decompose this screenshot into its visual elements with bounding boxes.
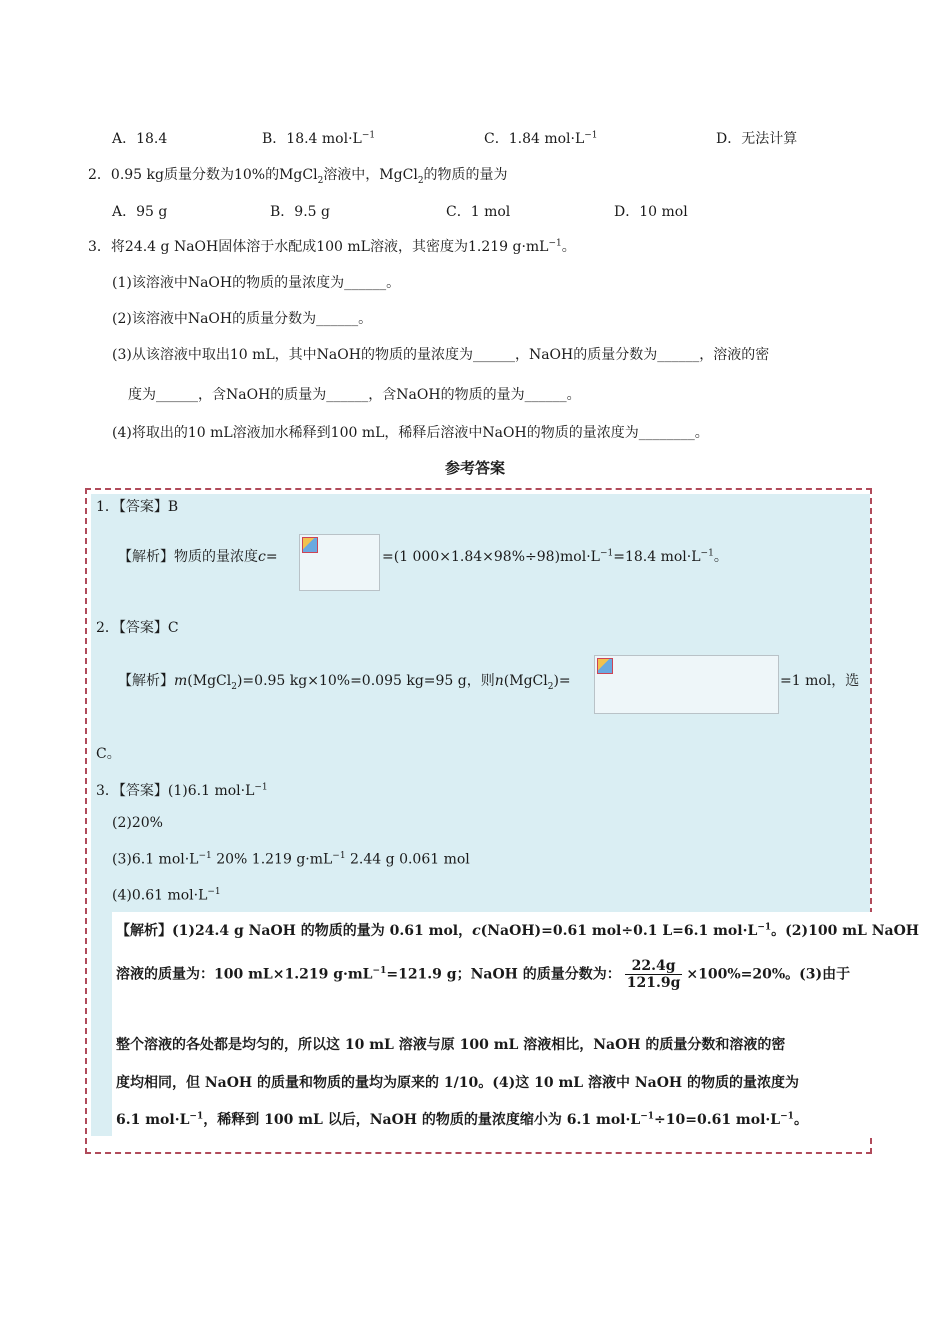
q3-stem: 3．将24.4 g NaOH固体溶于水配成100 mL溶液，其密度为1.219 $g\cdot mL^{-1}$。 — [88, 238, 576, 255]
answer2-label: 2．【答案】C — [96, 620, 179, 636]
section-title: 参考答案 — [444, 459, 505, 477]
q1-option-c: C．1.84 $mol\cdot L^{-1}$ — [484, 130, 598, 147]
answer1-explanation-pre: 【解析】物质的量浓度c= — [118, 549, 278, 565]
q3-sub1: (1)该溶液中NaOH的物质的量浓度为______。 — [112, 275, 401, 291]
q2-option-a: A．95 g — [112, 204, 168, 220]
answer3-part4: (4)0.61 $mol\cdot L^{-1}$ — [112, 887, 221, 904]
broken-image-icon — [302, 537, 318, 553]
answer3-explanation-panel — [112, 912, 920, 1136]
answer3-part2: (2)20% — [112, 815, 163, 831]
q2-option-c: C．1 mol — [446, 204, 511, 220]
explanation-line-3: 整个溶液的各处都是均匀的，所以这 10 mL 溶液与原 100 mL 溶液相比，NaOH 的质量分数和溶液的密 — [116, 1037, 786, 1053]
q2-option-b: B．9.5 g — [270, 204, 330, 220]
q3-sub3-line1: (3)从该溶液中取出10 mL，其中NaOH的物质的量浓度为______，NaOH的质量分数为______，溶液的密 — [112, 347, 770, 363]
q2-stem: 2．0.95 kg质量分数为10%的MgCl$_2$溶液中，MgCl$_2$的物质的量为 — [88, 167, 508, 186]
explanation-line-1: 【解析】(1)24.4 g NaOH 的物质的量为 0.61 mol，c(NaOH)=0.61 mol÷0.1 L=6.1 $mol\cdot L^{-1}$。(2)100 mL NaOH — [116, 922, 920, 939]
explanation-line-2: 溶液的质量为：100 mL×1.219 $g\cdot mL^{-1}=121.9$ g；NaOH 的质量分数为： $\frac{22.4g}{121.9g}$ ×100%=20%。(3)由于 — [116, 958, 851, 991]
answer1-label: 1．【答案】B — [96, 499, 179, 515]
explanation-line-4: 度均相同，但 NaOH 的质量和物质的量均为原来的 1/10。(4)这 10 mL 溶液中 NaOH 的物质的量浓度为 — [116, 1075, 800, 1091]
q1-option-b: B．18.4 $mol\cdot L^{-1}$ — [262, 130, 376, 147]
formula-image-placeholder — [299, 534, 380, 591]
answer2-tail: =1 mol，选 — [780, 673, 860, 689]
explanation-line-5: 6.1 $mol\cdot L^{-1}$，稀释到 100 mL 以后，NaOH 的物质的量浓度缩小为 6.1 $mol\cdot L^{-1}\div 10=0.61$ $mol\cdot L^{-1}$。 — [116, 1111, 808, 1128]
q1-option-d: D．无法计算 — [716, 131, 798, 147]
q3-sub2: (2)该溶液中NaOH的质量分数为______。 — [112, 311, 373, 327]
q2-option-d: D．10 mol — [614, 204, 688, 220]
fraction: $\frac{22.4g}{121.9g}$ — [626, 958, 681, 991]
answer3-part3: (3)6.1 $mol\cdot L^{-1}$ 20% 1.219 $g\cdot mL^{-1}$ 2.44 g 0.061 mol — [112, 851, 470, 868]
q3-sub4: (4)将取出的10 mL溶液加水稀释到100 mL，稀释后溶液中NaOH的物质的量浓度为________。 — [112, 425, 709, 441]
answer2-explanation: 【解析】m(MgCl$_2$)=0.95 kg×10%=0.095 kg=95 g，则n(MgCl$_2$)= — [118, 673, 571, 692]
answer2-wrap: C。 — [96, 746, 121, 762]
answer1-explanation-post: =(1 $000\times 1.84\times 98\%\div 98)mol\cdot L^{-1}=18.4$ $mol\cdot L^{-1}$。 — [382, 548, 728, 565]
q3-sub3-line2: 度为______，含NaOH的质量为______，含NaOH的物质的量为______。 — [128, 387, 581, 403]
answer3-label: 3．【答案】(1)6.1 $mol\cdot L^{-1}$ — [96, 782, 268, 799]
formula-image-placeholder-2 — [594, 655, 779, 714]
broken-image-icon — [597, 658, 613, 674]
q1-option-a: A．18.4 — [112, 131, 168, 147]
